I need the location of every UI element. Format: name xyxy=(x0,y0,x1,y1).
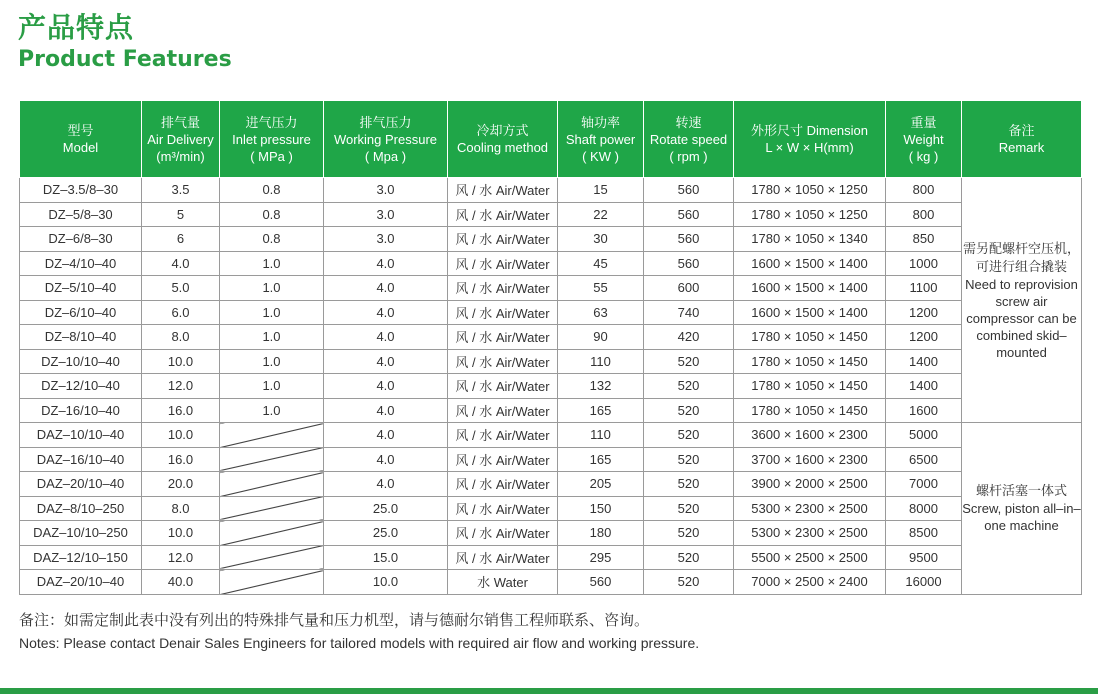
table-cell: DZ–10/10–40 xyxy=(20,349,142,374)
table-cell: 风 / 水 Air/Water xyxy=(448,398,558,423)
table-cell: 165 xyxy=(558,447,644,472)
table-row xyxy=(20,178,1082,203)
table-cell: 1600 × 1500 × 1400 xyxy=(734,276,886,301)
table-cell: 1780 × 1050 × 1250 xyxy=(734,178,886,203)
table-row xyxy=(20,472,1082,497)
table-cell: DZ–6/8–30 xyxy=(20,227,142,252)
column-header-line: Shaft power xyxy=(565,131,636,147)
table-cell: DZ–6/10–40 xyxy=(20,300,142,325)
table-cell: 10.0 xyxy=(142,349,220,374)
table-cell: 12.0 xyxy=(142,374,220,399)
table-cell: 3.0 xyxy=(324,202,448,227)
empty-slash-cell xyxy=(220,472,324,497)
column-header-line: 外形尺寸 Dimension xyxy=(750,123,869,138)
table-cell: 63 xyxy=(558,300,644,325)
note-cn: 备注：如需定制此表中没有列出的特殊排气量和压力机型，请与德耐尔销售工程师联系、咨询。 xyxy=(19,611,650,629)
table-cell: 800 xyxy=(886,202,962,227)
table-cell: 5500 × 2500 × 2500 xyxy=(734,545,886,570)
table-row xyxy=(20,374,1082,399)
empty-slash-cell xyxy=(220,423,324,448)
table-cell: 1400 xyxy=(886,349,962,374)
table-cell: 25.0 xyxy=(324,496,448,521)
column-header-line: 轴功率 xyxy=(580,114,620,130)
table-cell: 5 xyxy=(142,202,220,227)
table-cell: DZ–12/10–40 xyxy=(20,374,142,399)
table-cell: DZ–8/10–40 xyxy=(20,325,142,350)
table-cell: 10.0 xyxy=(324,570,448,595)
table-cell: 1780 × 1050 × 1250 xyxy=(734,202,886,227)
column-header-line: Remark xyxy=(998,140,1045,155)
table-cell: 4.0 xyxy=(324,374,448,399)
column-header xyxy=(142,101,220,178)
table-cell: DAZ–16/10–40 xyxy=(20,447,142,472)
table-cell: 560 xyxy=(644,202,734,227)
table-cell: 560 xyxy=(644,251,734,276)
table-cell: 110 xyxy=(558,349,644,374)
table-cell: 520 xyxy=(644,521,734,546)
table-cell: 520 xyxy=(644,570,734,595)
table-cell: 1200 xyxy=(886,300,962,325)
table-cell: 205 xyxy=(558,472,644,497)
table-row xyxy=(20,545,1082,570)
column-header xyxy=(734,101,886,178)
table-cell: 3700 × 1600 × 2300 xyxy=(734,447,886,472)
table-cell: 3.5 xyxy=(142,178,220,203)
table-cell: 风 / 水 Air/Water xyxy=(448,300,558,325)
table-cell: 风 / 水 Air/Water xyxy=(448,251,558,276)
page-title-en: Product Features xyxy=(18,47,232,72)
table-cell: 40.0 xyxy=(142,570,220,595)
column-header-line: (m³/min) xyxy=(156,148,205,164)
table-cell: 1.0 xyxy=(220,325,324,350)
table-cell: 水 Water xyxy=(448,570,558,595)
table-cell: 800 xyxy=(886,178,962,203)
table-cell: 1780 × 1050 × 1450 xyxy=(734,349,886,374)
bottom-brand-bar xyxy=(0,688,1098,694)
column-header-line: 转速 xyxy=(675,114,702,130)
table-cell: 12.0 xyxy=(142,545,220,570)
table-cell: 4.0 xyxy=(142,251,220,276)
table-row xyxy=(20,398,1082,423)
table-cell: 风 / 水 Air/Water xyxy=(448,325,558,350)
column-header xyxy=(20,101,142,178)
column-header-line: 排气量 xyxy=(160,114,200,130)
table-cell: 1200 xyxy=(886,325,962,350)
column-header-line: 备注 xyxy=(1008,123,1035,138)
table-cell: 5300 × 2300 × 2500 xyxy=(734,496,886,521)
table-cell: 6.0 xyxy=(142,300,220,325)
table-cell: 风 / 水 Air/Water xyxy=(448,227,558,252)
table-cell: 0.8 xyxy=(220,202,324,227)
column-header-line: L × W × H(mm) xyxy=(765,140,854,155)
table-cell: 4.0 xyxy=(324,276,448,301)
table-cell: 4.0 xyxy=(324,398,448,423)
table-cell: 4.0 xyxy=(324,325,448,350)
column-header-line: Weight xyxy=(903,131,944,147)
table-row xyxy=(20,325,1082,350)
table-cell: DAZ–20/10–40 xyxy=(20,472,142,497)
table-cell: 520 xyxy=(644,349,734,374)
table-cell: 1.0 xyxy=(220,300,324,325)
table-cell: DAZ–20/10–40 xyxy=(20,570,142,595)
table-cell: 560 xyxy=(644,227,734,252)
table-cell: 165 xyxy=(558,398,644,423)
remark-en: Screw, piston all–in– one machine xyxy=(962,501,1081,534)
product-spec-table xyxy=(19,100,1082,595)
table-cell: 520 xyxy=(644,374,734,399)
table-cell: 风 / 水 Air/Water xyxy=(448,472,558,497)
table-cell: 4.0 xyxy=(324,251,448,276)
table-cell: 8000 xyxy=(886,496,962,521)
table-cell: 4.0 xyxy=(324,423,448,448)
table-cell: 1.0 xyxy=(220,349,324,374)
column-header-line: ( rpm ) xyxy=(669,148,708,164)
remark-cn: 需另配螺杆空压机，可进行组合撬装 xyxy=(962,240,1080,274)
column-header xyxy=(448,101,558,178)
empty-slash-cell xyxy=(220,521,324,546)
table-cell: 1600 × 1500 × 1400 xyxy=(734,251,886,276)
column-header-line: 型号 xyxy=(67,123,94,138)
table-cell: 10.0 xyxy=(142,423,220,448)
table-cell: 600 xyxy=(644,276,734,301)
table-cell: 16000 xyxy=(886,570,962,595)
table-cell: 风 / 水 Air/Water xyxy=(448,349,558,374)
table-cell: 180 xyxy=(558,521,644,546)
table-cell: 110 xyxy=(558,423,644,448)
table-cell: 150 xyxy=(558,496,644,521)
table-cell: 6500 xyxy=(886,447,962,472)
column-header xyxy=(558,101,644,178)
table-cell: 6 xyxy=(142,227,220,252)
table-row xyxy=(20,496,1082,521)
table-cell: 0.8 xyxy=(220,227,324,252)
table-cell: 7000 × 2500 × 2400 xyxy=(734,570,886,595)
table-cell: 520 xyxy=(644,472,734,497)
table-cell: 16.0 xyxy=(142,447,220,472)
table-row xyxy=(20,300,1082,325)
column-header-line: 重量 xyxy=(910,114,937,130)
table-cell: DAZ–12/10–150 xyxy=(20,545,142,570)
column-header-line: Model xyxy=(62,140,99,155)
table-cell: 4.0 xyxy=(324,300,448,325)
table-cell: 520 xyxy=(644,496,734,521)
column-header-line: 排气压力 xyxy=(359,114,412,130)
table-cell: 560 xyxy=(558,570,644,595)
table-cell: DZ–16/10–40 xyxy=(20,398,142,423)
table-cell: 风 / 水 Air/Water xyxy=(448,521,558,546)
column-header-line: 进气压力 xyxy=(245,114,298,130)
empty-slash-cell xyxy=(220,496,324,521)
note-en: Notes: Please contact Denair Sales Engineers for tailored models with required air flow and working pressure. xyxy=(19,635,700,651)
table-cell: 风 / 水 Air/Water xyxy=(448,374,558,399)
table-cell: 7000 xyxy=(886,472,962,497)
column-header-line: Working Pressure xyxy=(333,131,438,147)
table-cell: 风 / 水 Air/Water xyxy=(448,447,558,472)
table-row xyxy=(20,570,1082,595)
table-row xyxy=(20,251,1082,276)
remark-cell xyxy=(962,178,1082,423)
column-header xyxy=(962,101,1082,178)
table-cell: 8500 xyxy=(886,521,962,546)
table-row xyxy=(20,423,1082,448)
table-cell: 5300 × 2300 × 2500 xyxy=(734,521,886,546)
table-row xyxy=(20,447,1082,472)
table-cell: 22 xyxy=(558,202,644,227)
column-header-line: Cooling method xyxy=(456,140,549,155)
column-header-line: ( KW ) xyxy=(582,148,619,164)
table-cell: 5.0 xyxy=(142,276,220,301)
remark-cn: 螺杆活塞一体式 xyxy=(975,483,1067,499)
column-header xyxy=(886,101,962,178)
table-row xyxy=(20,521,1082,546)
table-cell: 风 / 水 Air/Water xyxy=(448,545,558,570)
column-header-line: ( Mpa ) xyxy=(364,148,407,164)
table-cell: 560 xyxy=(644,178,734,203)
empty-slash-cell xyxy=(220,570,324,595)
table-cell: 9500 xyxy=(886,545,962,570)
table-cell: 1780 × 1050 × 1450 xyxy=(734,325,886,350)
table-cell: 4.0 xyxy=(324,447,448,472)
table-cell: 740 xyxy=(644,300,734,325)
table-cell: 1.0 xyxy=(220,251,324,276)
table-cell: DAZ–10/10–40 xyxy=(20,423,142,448)
table-cell: 55 xyxy=(558,276,644,301)
table-cell: 132 xyxy=(558,374,644,399)
table-cell: 4.0 xyxy=(324,349,448,374)
table-cell: 8.0 xyxy=(142,325,220,350)
table-cell: 5000 xyxy=(886,423,962,448)
table-row xyxy=(20,227,1082,252)
table-cell: 风 / 水 Air/Water xyxy=(448,276,558,301)
table-cell: 520 xyxy=(644,447,734,472)
table-cell: 4.0 xyxy=(324,472,448,497)
empty-slash-cell xyxy=(220,545,324,570)
table-cell: 15.0 xyxy=(324,545,448,570)
table-cell: 1.0 xyxy=(220,276,324,301)
table-cell: DAZ–8/10–250 xyxy=(20,496,142,521)
column-header xyxy=(220,101,324,178)
table-cell: 1600 xyxy=(886,398,962,423)
table-cell: 420 xyxy=(644,325,734,350)
column-header-line: ( MPa ) xyxy=(250,148,293,164)
table-row xyxy=(20,276,1082,301)
table-cell: 1780 × 1050 × 1450 xyxy=(734,398,886,423)
table-cell: 45 xyxy=(558,251,644,276)
table-header-row xyxy=(20,101,1082,178)
table-cell: 520 xyxy=(644,545,734,570)
table-cell: 1100 xyxy=(886,276,962,301)
table-cell: DZ–3.5/8–30 xyxy=(20,178,142,203)
remark-en: Need to reprovision screw air compressor can be combined skid–mounted xyxy=(965,276,1078,360)
table-cell: 1780 × 1050 × 1340 xyxy=(734,227,886,252)
column-header-line: ( kg ) xyxy=(908,148,939,164)
table-cell: 风 / 水 Air/Water xyxy=(448,202,558,227)
table-cell: 1780 × 1050 × 1450 xyxy=(734,374,886,399)
table-cell: 25.0 xyxy=(324,521,448,546)
table-cell: DZ–4/10–40 xyxy=(20,251,142,276)
table-cell: 3.0 xyxy=(324,227,448,252)
table-cell: 1.0 xyxy=(220,398,324,423)
table-cell: 15 xyxy=(558,178,644,203)
table-cell: 520 xyxy=(644,423,734,448)
table-cell: 3600 × 1600 × 2300 xyxy=(734,423,886,448)
table-cell: 295 xyxy=(558,545,644,570)
table-cell: 16.0 xyxy=(142,398,220,423)
column-header-line: Rotate speed xyxy=(649,131,728,147)
table-cell: 风 / 水 Air/Water xyxy=(448,178,558,203)
table-cell: 3.0 xyxy=(324,178,448,203)
table-cell: 1400 xyxy=(886,374,962,399)
remark-cell xyxy=(962,423,1082,595)
table-cell: DZ–5/10–40 xyxy=(20,276,142,301)
table-cell: 850 xyxy=(886,227,962,252)
table-cell: 3900 × 2000 × 2500 xyxy=(734,472,886,497)
table-cell: DZ–5/8–30 xyxy=(20,202,142,227)
column-header-line: Air Delivery xyxy=(147,131,214,147)
table-cell: 1.0 xyxy=(220,374,324,399)
page-title-cn: 产品特点 xyxy=(18,11,135,44)
column-header xyxy=(324,101,448,178)
table-cell: 520 xyxy=(644,398,734,423)
table-cell: 10.0 xyxy=(142,521,220,546)
empty-slash-cell xyxy=(220,447,324,472)
table-cell: 风 / 水 Air/Water xyxy=(448,423,558,448)
table-cell: 风 / 水 Air/Water xyxy=(448,496,558,521)
column-header xyxy=(644,101,734,178)
column-header-line: 冷却方式 xyxy=(476,123,529,138)
table-cell: 90 xyxy=(558,325,644,350)
column-header-line: Inlet pressure xyxy=(232,131,311,147)
table-cell: 8.0 xyxy=(142,496,220,521)
table-cell: 1600 × 1500 × 1400 xyxy=(734,300,886,325)
table-cell: 20.0 xyxy=(142,472,220,497)
table-cell: 0.8 xyxy=(220,178,324,203)
table-cell: 30 xyxy=(558,227,644,252)
table-cell: 1000 xyxy=(886,251,962,276)
table-row xyxy=(20,202,1082,227)
table-row xyxy=(20,349,1082,374)
table-cell: DAZ–10/10–250 xyxy=(20,521,142,546)
